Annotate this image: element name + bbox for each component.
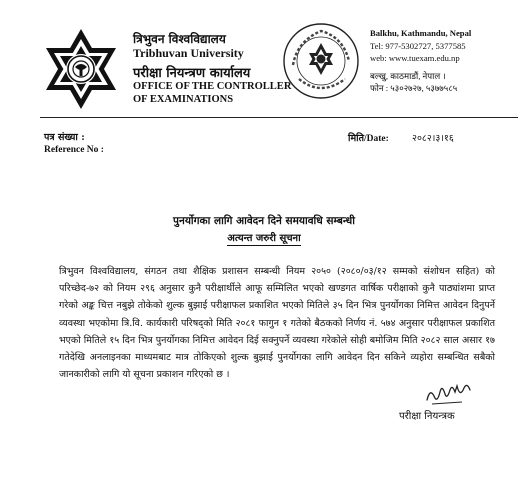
signatory-title: परीक्षा नियन्त्रक bbox=[399, 411, 455, 422]
header-divider bbox=[40, 117, 518, 118]
notice-title: पुनर्योगका लागि आवेदन दिने समयावधि सम्बन्धी bbox=[173, 215, 355, 227]
notice-subtitle bbox=[0, 230, 528, 244]
contact-telephone-english: Tel: 977-5302727, 5377585 bbox=[370, 41, 466, 51]
contact-phone-nepali: फोन : ५३०२७२७, ५३७७५८५ bbox=[370, 83, 458, 93]
contact-address-nepali: बल्खु, काठमाडौं, नेपाल । bbox=[370, 71, 446, 81]
notice-subtitle-text: अत्यन्त जरुरी सूचना bbox=[227, 233, 301, 244]
date-value: २०८२।३।१६ bbox=[412, 133, 454, 144]
office-name-english-line2: OF EXAMINATIONS bbox=[133, 94, 234, 105]
signature-icon bbox=[424, 380, 474, 408]
office-seal-stamp-icon bbox=[281, 21, 361, 101]
office-name-english-line1: OFFICE OF THE CONTROLLER bbox=[133, 81, 292, 92]
contact-address-english: Balkhu, Kathmandu, Nepal bbox=[370, 28, 472, 38]
org-name-nepali: त्रिभुवन विश्वविद्यालय bbox=[133, 32, 226, 46]
tribhuvan-university-logo-icon bbox=[38, 26, 124, 112]
reference-number-label-english: Reference No : bbox=[44, 145, 104, 155]
notice-body: त्रिभुवन विश्वविद्यालय, संगठन तथा शैक्षिक प्रशासन सम्बन्धी नियम २०५० (२०८०/०३/१२ सम्मको संशोधन सहित) को परिच्छेद-७२ को नियम २९६ अनुसार कुनै परीक्षार्थीले आफू सम्मिलित भएको खण्डगत वार्षिक परीक्षाको कुनै पाठ्यांशमा प्राप्त गरेको अङ्क चित्त नबुझे तोकेको शुल्क बुझाई परीक्षाफल प्रकाशित भएको मितिले ३५ दिन भित्र पुनर्योगका निमित्त आवेदन दिनुपर्ने व्यवस्था भएकोमा त्रि.वि. कार्यकारी परिषद्को मिति २०८१ फागुन १ गतेको बैठकको निर्णय नं. ५७४ अनुसार परीक्षाफल प्रकाशित भएको मितिले १५ दिन भित्र पुनर्योगका निमित्त आवेदन दिई सक्नुपर्ने व्यवस्था गरेकोले सोही बमोजिम मिति २०८२ साल असार १७ गतेदेखि अनलाइनका माध्यमबाट मात्र तोकिएको शुल्क बुझाई पुनर्योगका लागि आवेदन दिन सकिने व्यहोरा सम्बन्धित सबैको जानकारीको लागि यो सूचना प्रकाशन गरिएको छ । bbox=[59, 266, 495, 381]
date-label: मिति/Date: bbox=[348, 134, 389, 144]
org-name-english: Tribhuvan University bbox=[133, 46, 244, 60]
reference-number-label-nepali: पत्र संख्या : bbox=[44, 132, 85, 143]
office-name-nepali: परीक्षा नियन्त्रण कार्यालय bbox=[133, 66, 251, 81]
contact-website: web: www.tuexam.edu.np bbox=[370, 53, 460, 63]
